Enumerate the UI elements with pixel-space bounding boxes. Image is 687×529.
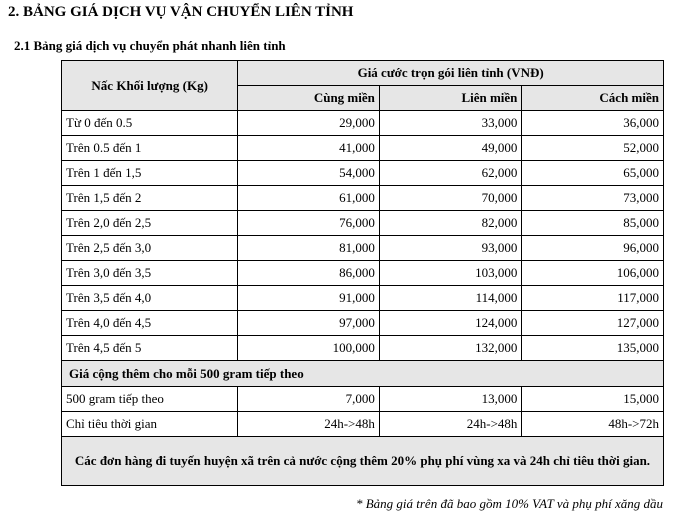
price-cell: 61,000 (238, 186, 380, 211)
table-row (62, 286, 664, 311)
price-cell: 73,000 (522, 186, 664, 211)
table-row (62, 311, 664, 336)
weight-label: Trên 3,0 đến 3,5 (62, 261, 238, 286)
table-row (62, 412, 664, 437)
extra-price-cell: 15,000 (522, 387, 664, 412)
surcharge-note-row (62, 437, 664, 486)
weight-label: Trên 2,0 đến 2,5 (62, 211, 238, 236)
section-heading: 2. BẢNG GIÁ DỊCH VỤ VẬN CHUYỂN LIÊN TỈNH (8, 4, 354, 20)
column-header-same-region: Cùng miền (238, 86, 380, 111)
delivery-time-cell: 24h->48h (238, 412, 380, 437)
subsection-heading: 2.1 Bảng giá dịch vụ chuyển phát nhanh liên tỉnh (14, 38, 286, 53)
price-cell: 82,000 (379, 211, 522, 236)
weight-label: Trên 1 đến 1,5 (62, 161, 238, 186)
price-cell: 29,000 (238, 111, 380, 136)
price-cell: 52,000 (522, 136, 664, 161)
extra-section-title: Giá cộng thêm cho mỗi 500 gram tiếp theo (62, 361, 664, 387)
price-cell: 132,000 (379, 336, 522, 361)
price-cell: 41,000 (238, 136, 380, 161)
price-cell: 100,000 (238, 336, 380, 361)
extra-section-row (62, 361, 664, 387)
extra-label: Chỉ tiêu thời gian (62, 412, 238, 437)
table-row (62, 111, 664, 136)
weight-header: Nấc Khối lượng (Kg) (62, 61, 238, 111)
price-cell: 70,000 (379, 186, 522, 211)
weight-label: Từ 0 đến 0.5 (62, 111, 238, 136)
table-row (62, 387, 664, 412)
table-row (62, 211, 664, 236)
price-cell: 103,000 (379, 261, 522, 286)
price-cell: 85,000 (522, 211, 664, 236)
price-cell: 93,000 (379, 236, 522, 261)
price-cell: 33,000 (379, 111, 522, 136)
price-cell: 81,000 (238, 236, 380, 261)
column-header-inter-region: Liên miền (379, 86, 522, 111)
price-cell: 96,000 (522, 236, 664, 261)
delivery-time-cell: 24h->48h (379, 412, 522, 437)
weight-label: Trên 0.5 đến 1 (62, 136, 238, 161)
price-cell: 97,000 (238, 311, 380, 336)
price-table (61, 60, 664, 486)
price-cell: 114,000 (379, 286, 522, 311)
price-cell: 135,000 (522, 336, 664, 361)
weight-label: Trên 1,5 đến 2 (62, 186, 238, 211)
price-cell: 54,000 (238, 161, 380, 186)
price-cell: 124,000 (379, 311, 522, 336)
table-row (62, 136, 664, 161)
price-cell: 62,000 (379, 161, 522, 186)
weight-label: Trên 4,0 đến 4,5 (62, 311, 238, 336)
price-cell: 36,000 (522, 111, 664, 136)
table-row (62, 161, 664, 186)
weight-label: Trên 2,5 đến 3,0 (62, 236, 238, 261)
price-cell: 76,000 (238, 211, 380, 236)
price-cell: 65,000 (522, 161, 664, 186)
extra-label: 500 gram tiếp theo (62, 387, 238, 412)
column-header-distant-region: Cách miền (522, 86, 664, 111)
extra-price-cell: 7,000 (238, 387, 380, 412)
price-cell: 86,000 (238, 261, 380, 286)
weight-label: Trên 4,5 đến 5 (62, 336, 238, 361)
delivery-time-cell: 48h->72h (522, 412, 664, 437)
weight-label: Trên 3,5 đến 4,0 (62, 286, 238, 311)
table-row (62, 261, 664, 286)
price-cell: 91,000 (238, 286, 380, 311)
price-cell: 106,000 (522, 261, 664, 286)
table-row (62, 186, 664, 211)
price-group-header: Giá cước trọn gói liên tỉnh (VNĐ) (238, 61, 664, 86)
footnote: * Bảng giá trên đã bao gồm 10% VAT và phụ phí xăng dầu (355, 496, 663, 511)
price-cell: 49,000 (379, 136, 522, 161)
table-row (62, 236, 664, 261)
price-cell: 117,000 (522, 286, 664, 311)
extra-price-cell: 13,000 (379, 387, 522, 412)
table-row (62, 336, 664, 361)
surcharge-note: Các đơn hàng đi tuyến huyện xã trên cả nước cộng thêm 20% phụ phí vùng xa và 24h chỉ tiêu thời gian. (62, 437, 664, 486)
price-cell: 127,000 (522, 311, 664, 336)
